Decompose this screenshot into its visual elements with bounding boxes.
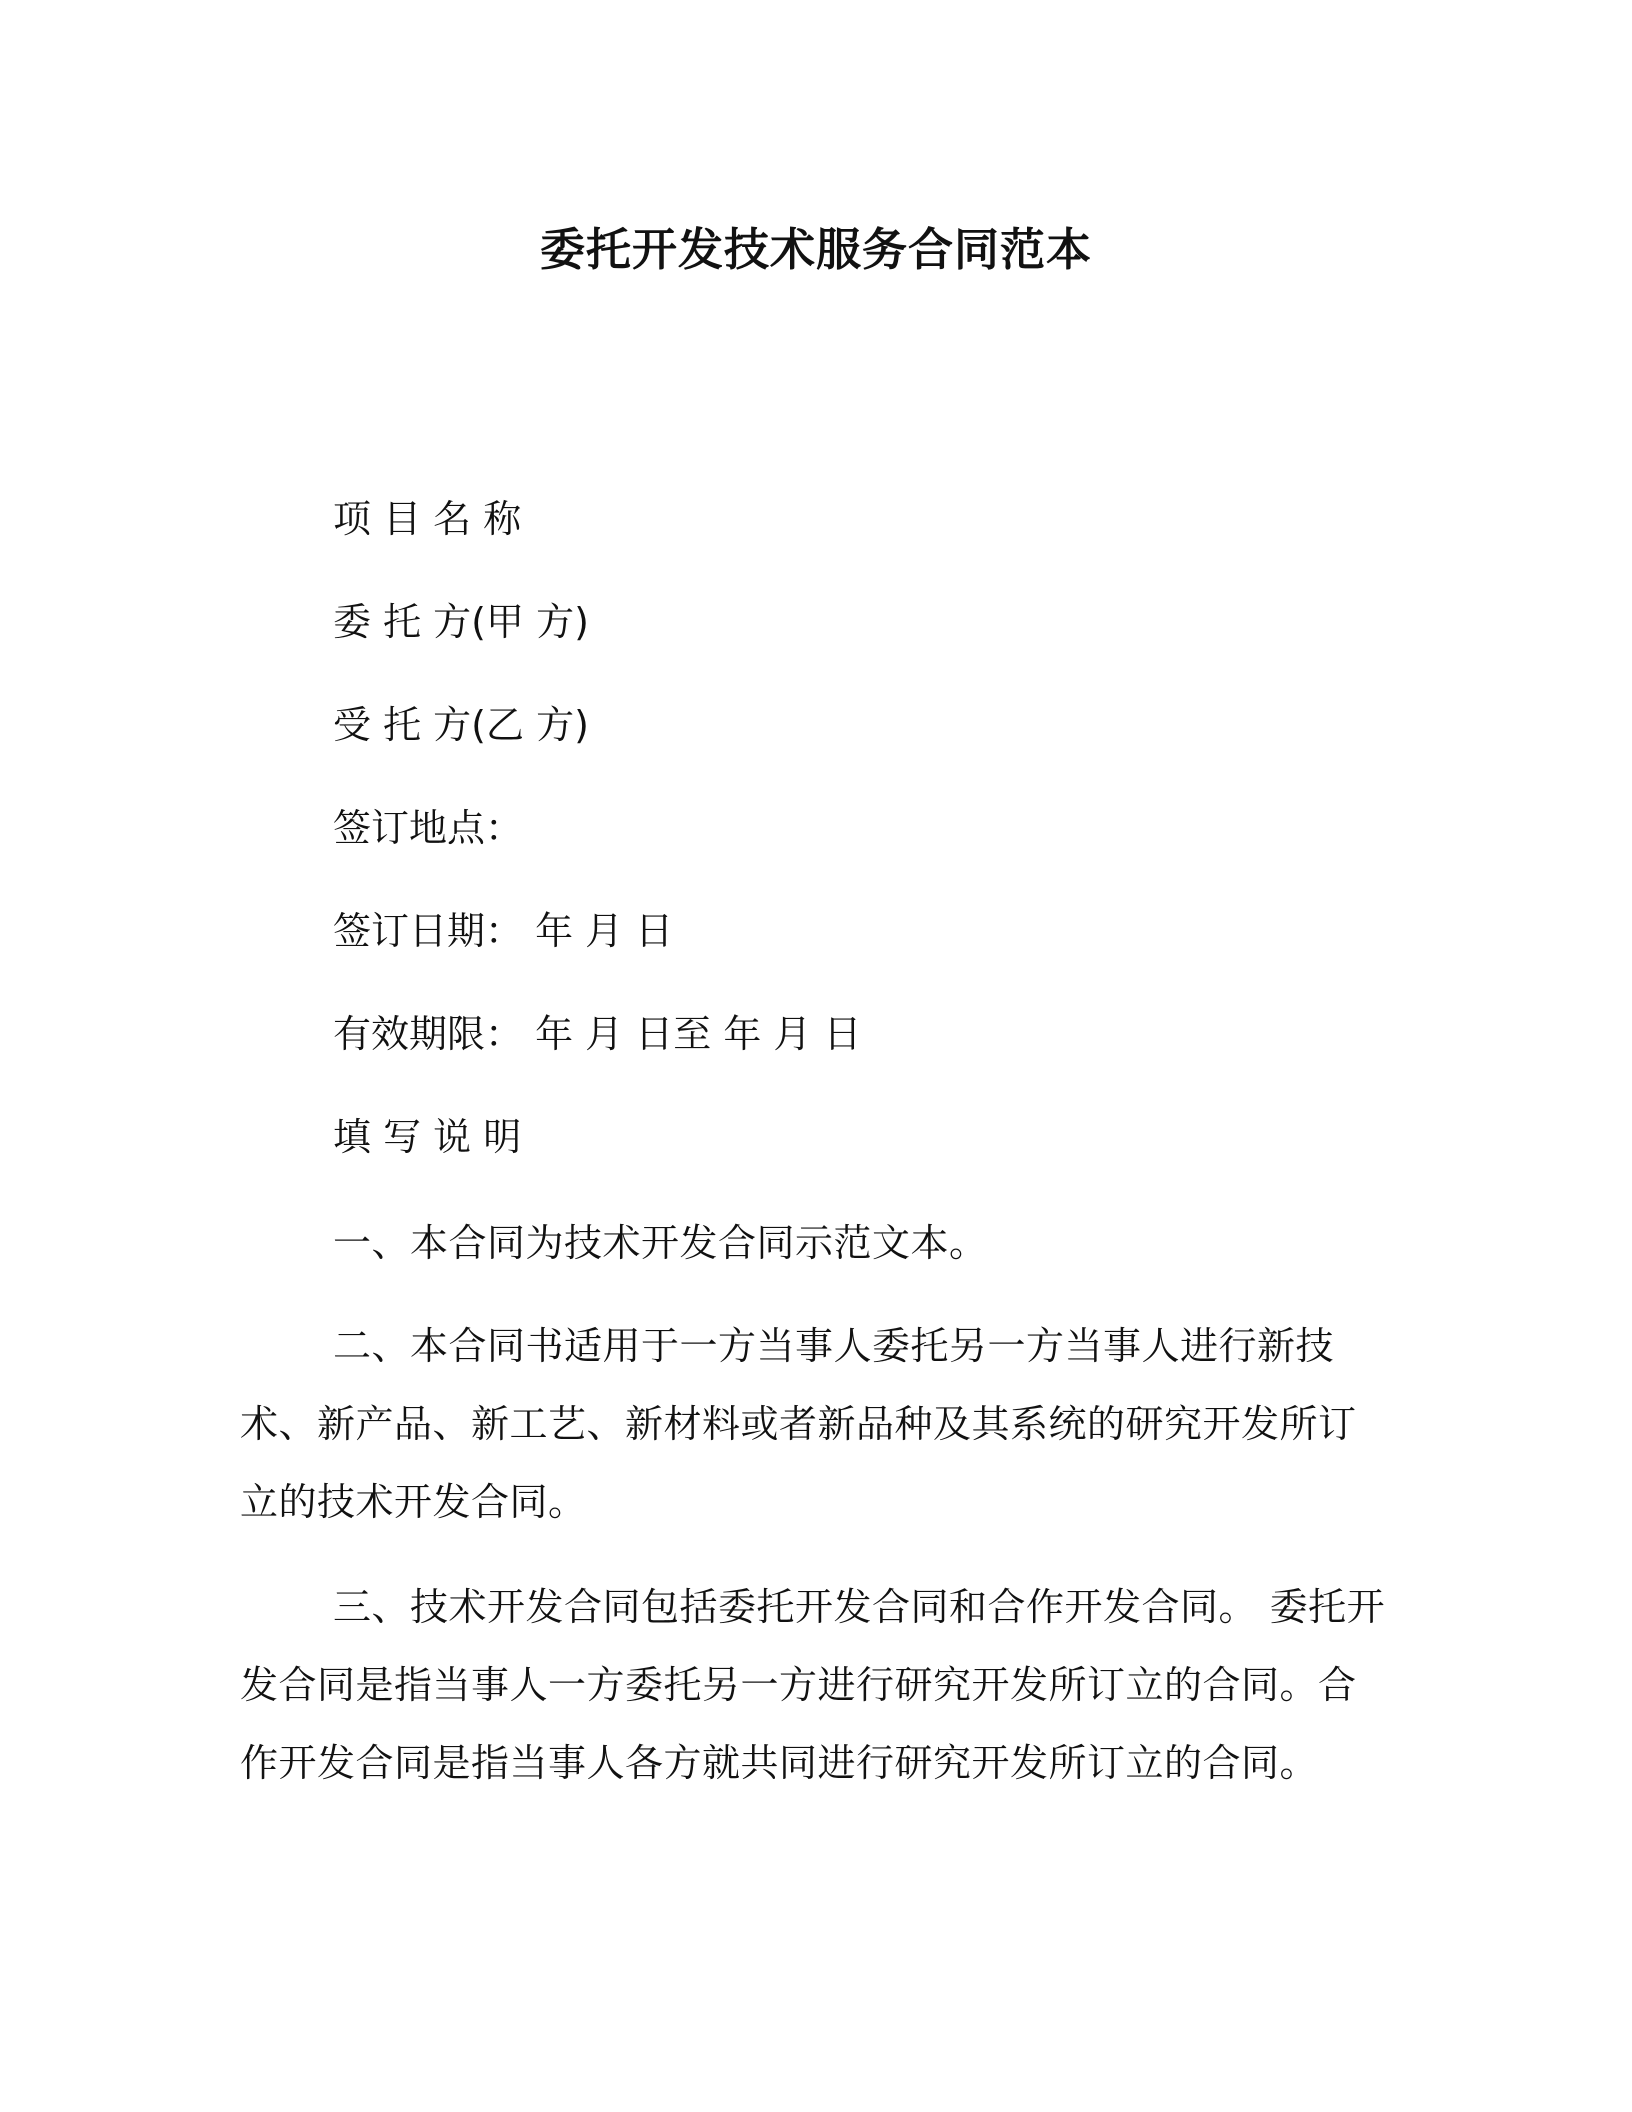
client-party-field: 委 托 方(甲 方) [333,600,589,644]
instruction-item-1: 一、本合同为技术开发合同示范文本。 [333,1221,988,1265]
instructions-heading: 填 写 说 明 [333,1115,522,1159]
validity-period-field: 有效期限： 年 月 日至 年 月 日 [333,1012,862,1056]
document-title: 委托开发技术服务合同范本 [539,223,1092,276]
signing-date-field: 签订日期： 年 月 日 [333,909,674,953]
contractor-party-field: 受 托 方(乙 方) [333,703,589,747]
project-name-field: 项 目 名 称 [333,497,522,541]
instruction-item-2: 二、本合同书适用于一方当事人委托另一方当事人进行新技术、新产品、新工艺、新材料或者新品种及其系统的研究开发所订立的技术开发合同。 [240,1324,1357,1524]
signing-place-field: 签订地点： [333,806,524,850]
instruction-item-3: 三、技术开发合同包括委托开发合同和合作开发合同。 委托开发合同是指当事人一方委托另一方进行研究开发所订立的合同。合作开发合同是指当事人各方就共同进行研究开发所订立的合同。 [240,1585,1386,1785]
